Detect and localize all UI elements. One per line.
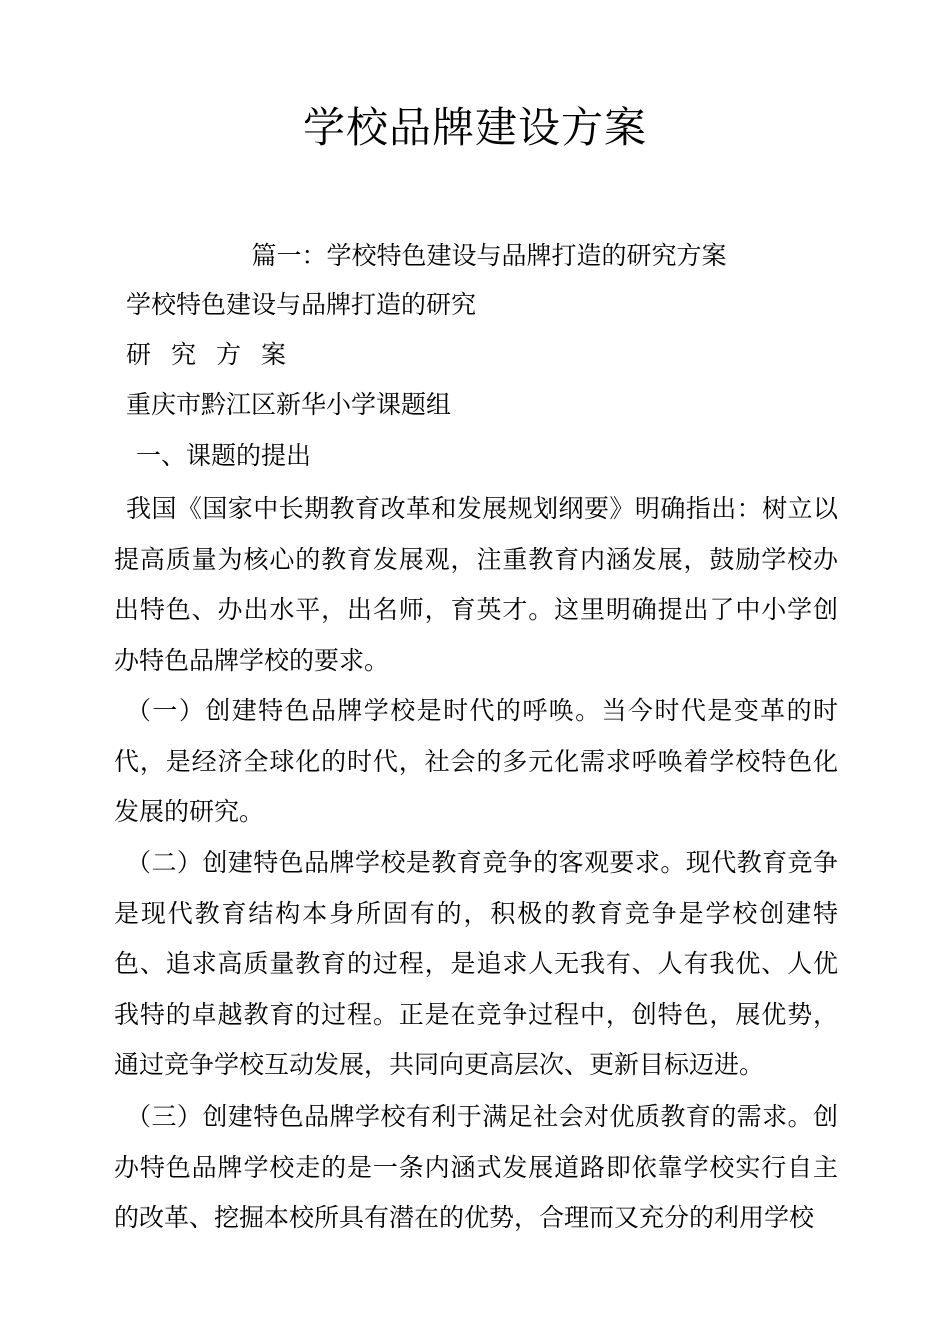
section-heading: 一、课题的提出 [136, 441, 312, 470]
author-group-line: 重庆市黔江区新华小学课题组 [126, 390, 452, 419]
body-paragraph: （一）创建特色品牌学校是时代的呼唤。当今时代是变革的时代，是经济全球化的时代，社会的多元化需求呼唤着学校特色化发展的研究。 [114, 696, 838, 826]
section-subtitle: 篇一：学校特色建设与品牌打造的研究方案 [251, 241, 727, 270]
research-plan-line: 研究方案 [126, 340, 307, 369]
body-paragraph: 我国《国家中长期教育改革和发展规划纲要》明确指出：树立以提高质量为核心的教育发展观，注重教育内涵发展，鼓励学校办出特色、办出水平，出名师，育英才。这里明确提出了中小学创办特色品牌学校的要求。 [114, 494, 838, 675]
body-paragraph: （三）创建特色品牌学校有利于满足社会对优质教育的需求。创办特色品牌学校走的是一条内涵式发展道路即依靠学校实行自主的改革、挖掘本校所具有潜在的优势，合理而又充分的利用学校 [114, 1102, 838, 1232]
document-title: 学校品牌建设方案 [302, 103, 647, 152]
body-paragraph: （二）创建特色品牌学校是教育竞争的客观要求。现代教育竞争是现代教育结构本身所固有的，积极的教育竞争是学校创建特色、追求高质量教育的过程，是追求人无我有、人有我优、人优我特的卓越教育的过程。正是在竞争过程中，创特色，展优势，通过竞争学校互动发展，共同向更高层次、更新目标迈进。 [114, 848, 838, 1079]
research-topic-line: 学校特色建设与品牌打造的研究 [126, 290, 477, 319]
